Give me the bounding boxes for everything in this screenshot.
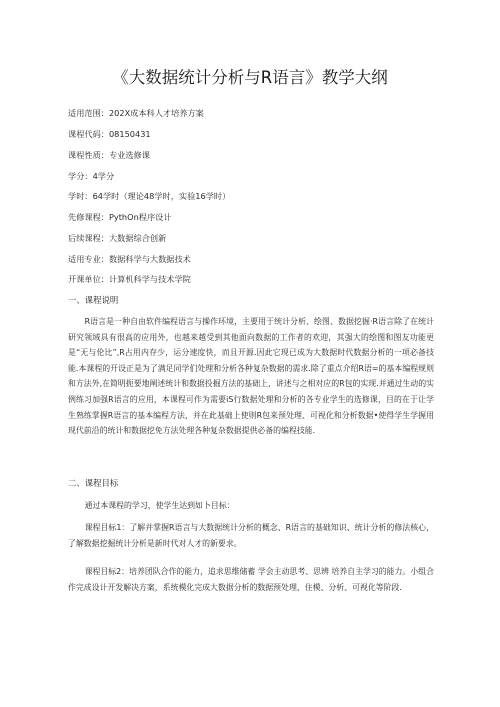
course-goal-1: 课程目标1：了解并掌握R语言与大数据统计分析的概念、R语言的基础知识、统计分析的修法核心，了解数据挖掘统计分析是新时代对人才的新要求。 <box>68 523 434 548</box>
meta-department: 开课单位：计算机科学与技术学院 <box>68 274 191 284</box>
course-description-paragraph: R语言是一种自由软件编程语言与操作环境，主要用于统计分析、绘图、数据挖掘·R语言除了在统计研究领域具有很高的应用外，也越来越受到其他面向数据的工作者的欢迎，其强大的绘图和图友功能更是“无与伦比”,R占用内存少，运分速度快，而且开源.因此它现已成为大数据时代数据分析的一项必备技能.本课程的开设正是为了满足同学们处理和分析各种复杂数据的需求.除了重点介绍R语=的基本编程规则和方法外,在简明扼要地阐述统计和数据投掘方法的基础上，讲述与之相对应的R包的实现.并通过生动的实例练习加强R语言的应用，本课程可作为需要iS行数据处理和分析的各专业学生的选修课，目的在于让学生熟练掌握R语言的基本编程方法，并在此基础上使则R包来预处理、可视化和分析数据•使得学生学握用现代前沿的统计和数据挖免方法处理各种复杂数据提供必备的编程技能. <box>68 317 434 436</box>
meta-prerequisite: 先修课程：PythOn程序设计 <box>68 212 172 222</box>
meta-follow-up: 后续课程：大数据综合创新 <box>68 233 167 243</box>
document-title: 《大数据统计分析与R语言》教学大纲 <box>112 68 388 87</box>
meta-course-nature: 课程性质：专业选修课 <box>68 150 150 160</box>
course-goal-2: 课程目标2：培养团队合作的能力，追求思维储蓄 学会主动思考、思辨 培养自主学习的能力。小组合作完成设计开发解决方案，系统模化完成大数据分析的数据预处理、住模、分析、可视化等阶段. <box>68 567 434 592</box>
section-heading-course-goals: 二、课程目标 <box>68 478 119 488</box>
meta-course-code: 课程代码：08150431 <box>68 129 151 139</box>
meta-major: 适用专业：数据科学与大数据技术 <box>68 254 191 264</box>
meta-credits: 学分：4学分 <box>68 171 115 181</box>
course-goals-intro: 通过本课程的学习，使学生达到如卜目标： <box>84 501 235 510</box>
section-heading-course-description: 一、课程说明 <box>68 295 119 305</box>
meta-hours: 学时：64学时（理论48学时，实验16学时） <box>68 191 231 201</box>
meta-scope: 适用范围：202X成本科人才培养方案 <box>68 108 204 118</box>
